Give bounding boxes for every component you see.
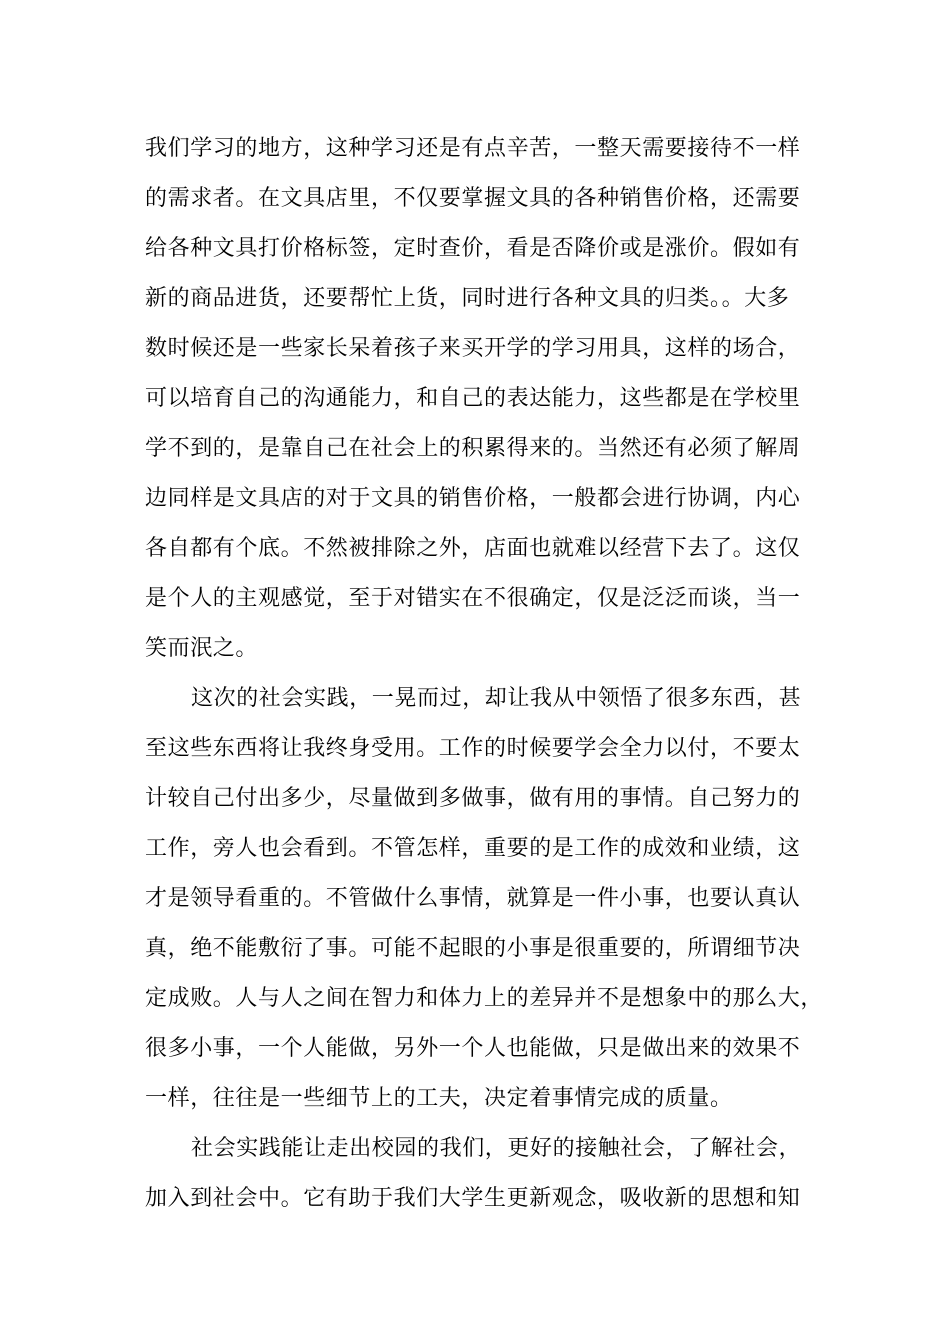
- text-line: 工作，旁人也会看到。不管怎样，重要的是工作的成效和业绩，这: [145, 836, 801, 861]
- paragraph-first-line: 这次的社会实践，一晃而过，却让我从中领悟了很多东西，甚: [191, 686, 802, 711]
- text-line: 加入到社会中。它有助于我们大学生更新观念，吸收新的思想和知: [145, 1186, 801, 1211]
- text-line: 一样，往往是一些细节上的工夫，决定着事情完成的质量。: [145, 1086, 733, 1111]
- text-line: 可以培育自己的沟通能力，和自己的表达能力，这些都是在学校里: [145, 386, 801, 411]
- text-line: 新的商品进货，还要帮忙上货，同时进行各种文具的归类。。大多: [145, 286, 790, 311]
- text-line: 的需求者。在文具店里，不仅要掌握文具的各种销售价格，还需要: [145, 186, 801, 211]
- text-line: 各自都有个底。不然被排除之外，店面也就难以经营下去了。这仅: [145, 536, 801, 561]
- text-line: 很多小事，一个人能做，另外一个人也能做，只是做出来的效果不: [145, 1036, 801, 1061]
- text-line: 至这些东西将让我终身受用。工作的时候要学会全力以付，不要太: [145, 736, 801, 761]
- text-line: 计较自己付出多少，尽量做到多做事，做有用的事情。自己努力的: [145, 786, 801, 811]
- text-line: 笑而泯之。: [145, 636, 259, 661]
- text-line: 数时候还是一些家长呆着孩子来买开学的学习用具，这样的场合，: [145, 336, 801, 361]
- text-line: 我们学习的地方，这种学习还是有点辛苦，一整天需要接待不一样: [145, 136, 801, 161]
- paragraph-first-line: 社会实践能让走出校园的我们，更好的接触社会，了解社会，: [191, 1136, 802, 1161]
- text-line: 给各种文具打价格标签，定时查价，看是否降价或是涨价。假如有: [145, 236, 801, 261]
- text-line: 真，绝不能敷衍了事。可能不起眼的小事是很重要的，所谓细节决: [145, 936, 801, 961]
- text-line: 定成败。人与人之间在智力和体力上的差异并不是想象中的那么大，: [145, 986, 824, 1011]
- text-line: 才是领导看重的。不管做什么事情，就算是一件小事，也要认真认: [145, 886, 801, 911]
- text-line: 是个人的主观感觉，至于对错实在不很确定，仅是泛泛而谈，当一: [145, 586, 801, 611]
- text-line: 学不到的，是靠自己在社会上的积累得来的。当然还有必须了解周: [145, 436, 801, 461]
- text-line: 边同样是文具店的对于文具的销售价格，一般都会进行协调，内心: [145, 486, 801, 511]
